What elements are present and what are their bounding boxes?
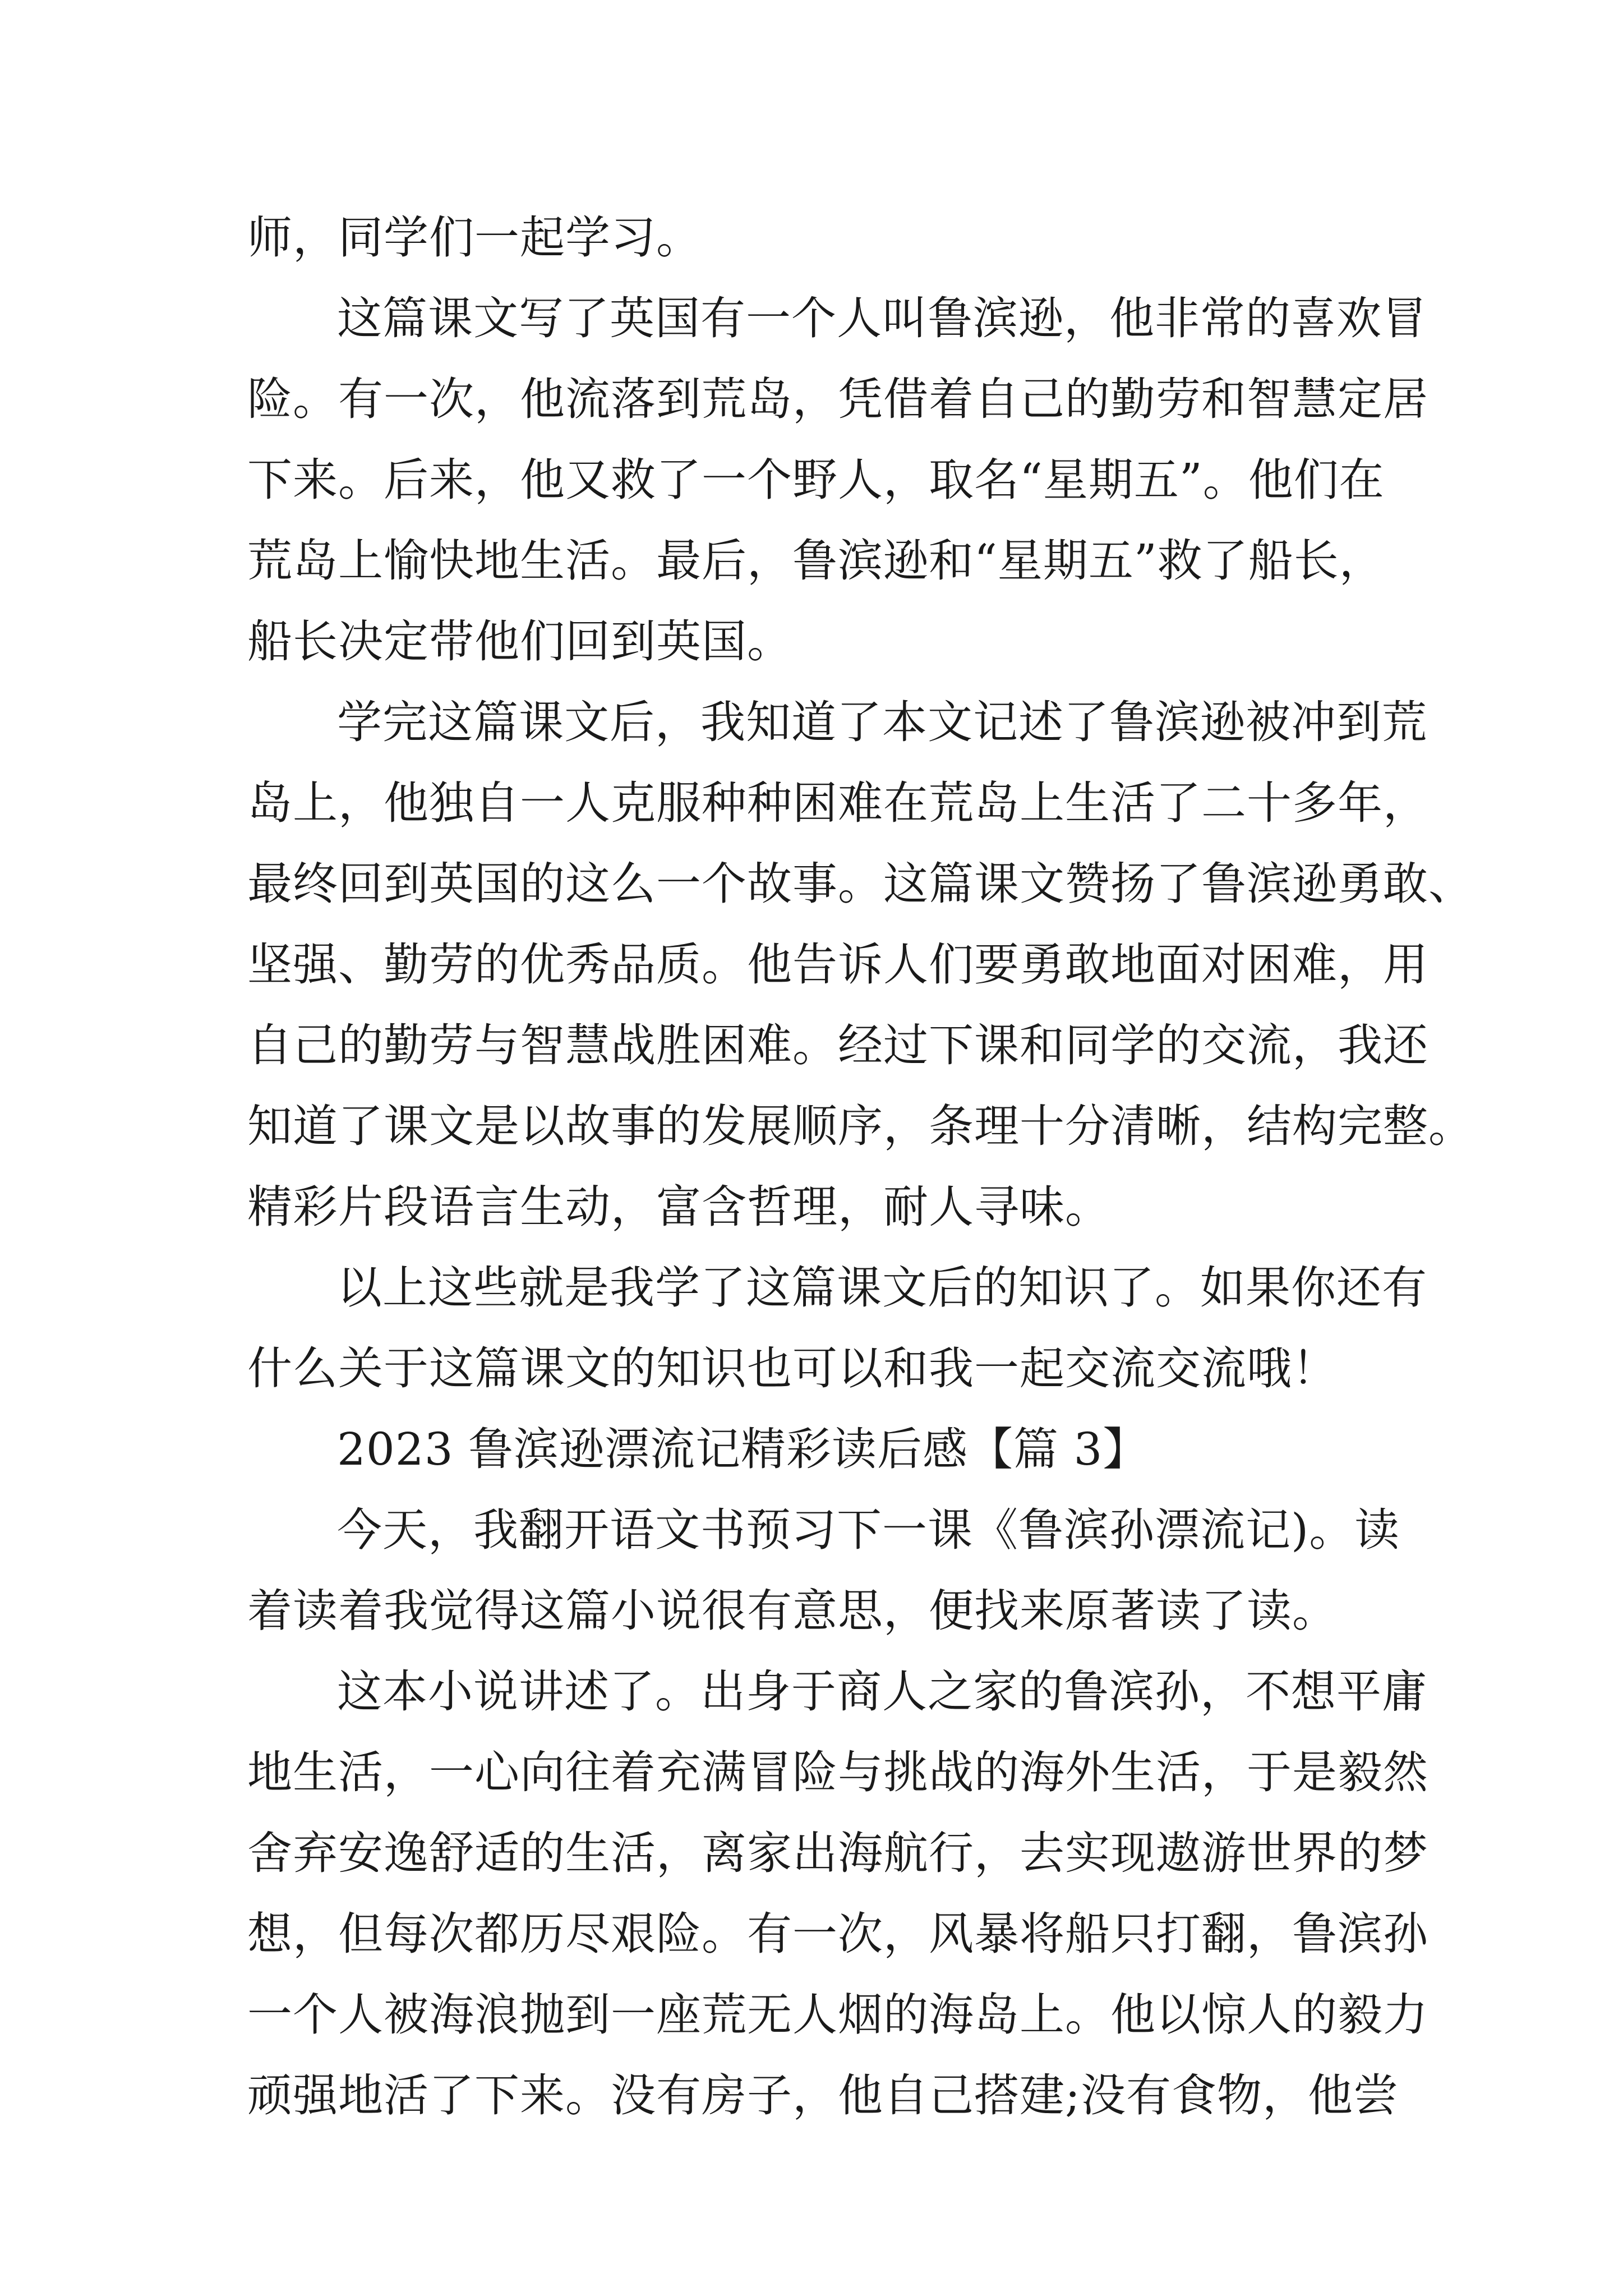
text-line: 学完这篇课文后，我知道了本文记述了鲁滨逊被冲到荒: [337, 696, 1427, 748]
text-line: 这篇课文写了英国有一个人叫鲁滨逊，他非常的喜欢冒: [337, 292, 1427, 344]
text-line: 舍弃安逸舒适的生活，离家出海航行，去实现遨游世界的梦: [247, 1827, 1428, 1879]
text-line: 着读着我觉得这篇小说很有意思，便找来原著读了读。: [247, 1585, 1338, 1637]
text-line: 地生活，一心向往着充满冒险与挑战的海外生活，于是毅然: [247, 1746, 1428, 1798]
text-line: 岛上，他独自一人克服种种困难在荒岛上生活了二十多年，: [247, 777, 1428, 829]
section-heading: 2023 鲁滨逊漂流记精彩读后感【篇 3】: [337, 1423, 1149, 1475]
text-line: 今天，我翻开语文书预习下一课《鲁滨孙漂流记)。读: [337, 1504, 1400, 1556]
text-line: 什么关于这篇课文的知识也可以和我一起交流交流哦！: [247, 1342, 1338, 1395]
text-line: 知道了课文是以故事的发展顺序，条理十分清晰，结构完整。: [247, 1100, 1474, 1152]
text-line: 荒岛上愉快地生活。最后，鲁滨逊和“星期五”救了船长，: [247, 535, 1385, 587]
document-body: [247, 197, 1474, 2136]
text-line: 顽强地活了下来。没有房子，他自己搭建;没有食物，他尝: [247, 2069, 1399, 2122]
text-line: 下来。后来，他又救了一个野人，取名“星期五”。他们在: [247, 454, 1385, 506]
text-line: 以上这些就是我学了这篇课文后的知识了。如果你还有: [337, 1262, 1427, 1314]
text-line: 一个人被海浪抛到一座荒无人烟的海岛上。他以惊人的毅力: [247, 1989, 1428, 2041]
text-line: 这本小说讲述了。出身于商人之家的鲁滨孙，不想平庸: [337, 1665, 1427, 1718]
text-line: 坚强、勤劳的优秀品质。他告诉人们要勇敢地面对困难，用: [247, 938, 1428, 991]
text-line: 险。有一次，他流落到荒岛，凭借着自己的勤劳和智慧定居: [247, 373, 1428, 425]
text-line: 自己的勤劳与智慧战胜困难。经过下课和同学的交流，我还: [247, 1019, 1428, 1071]
text-line: 师，同学们一起学习。: [247, 211, 702, 264]
text-line: 最终回到英国的这么一个故事。这篇课文赞扬了鲁滨逊勇敢、: [247, 858, 1474, 910]
text-line: 精彩片段语言生动，富含哲理，耐人寻味。: [247, 1181, 1110, 1233]
text-line: 想，但每次都历尽艰险。有一次，风暴将船只打翻，鲁滨孙: [247, 1908, 1428, 1960]
text-line: 船长决定带他们回到英国。: [247, 615, 792, 668]
